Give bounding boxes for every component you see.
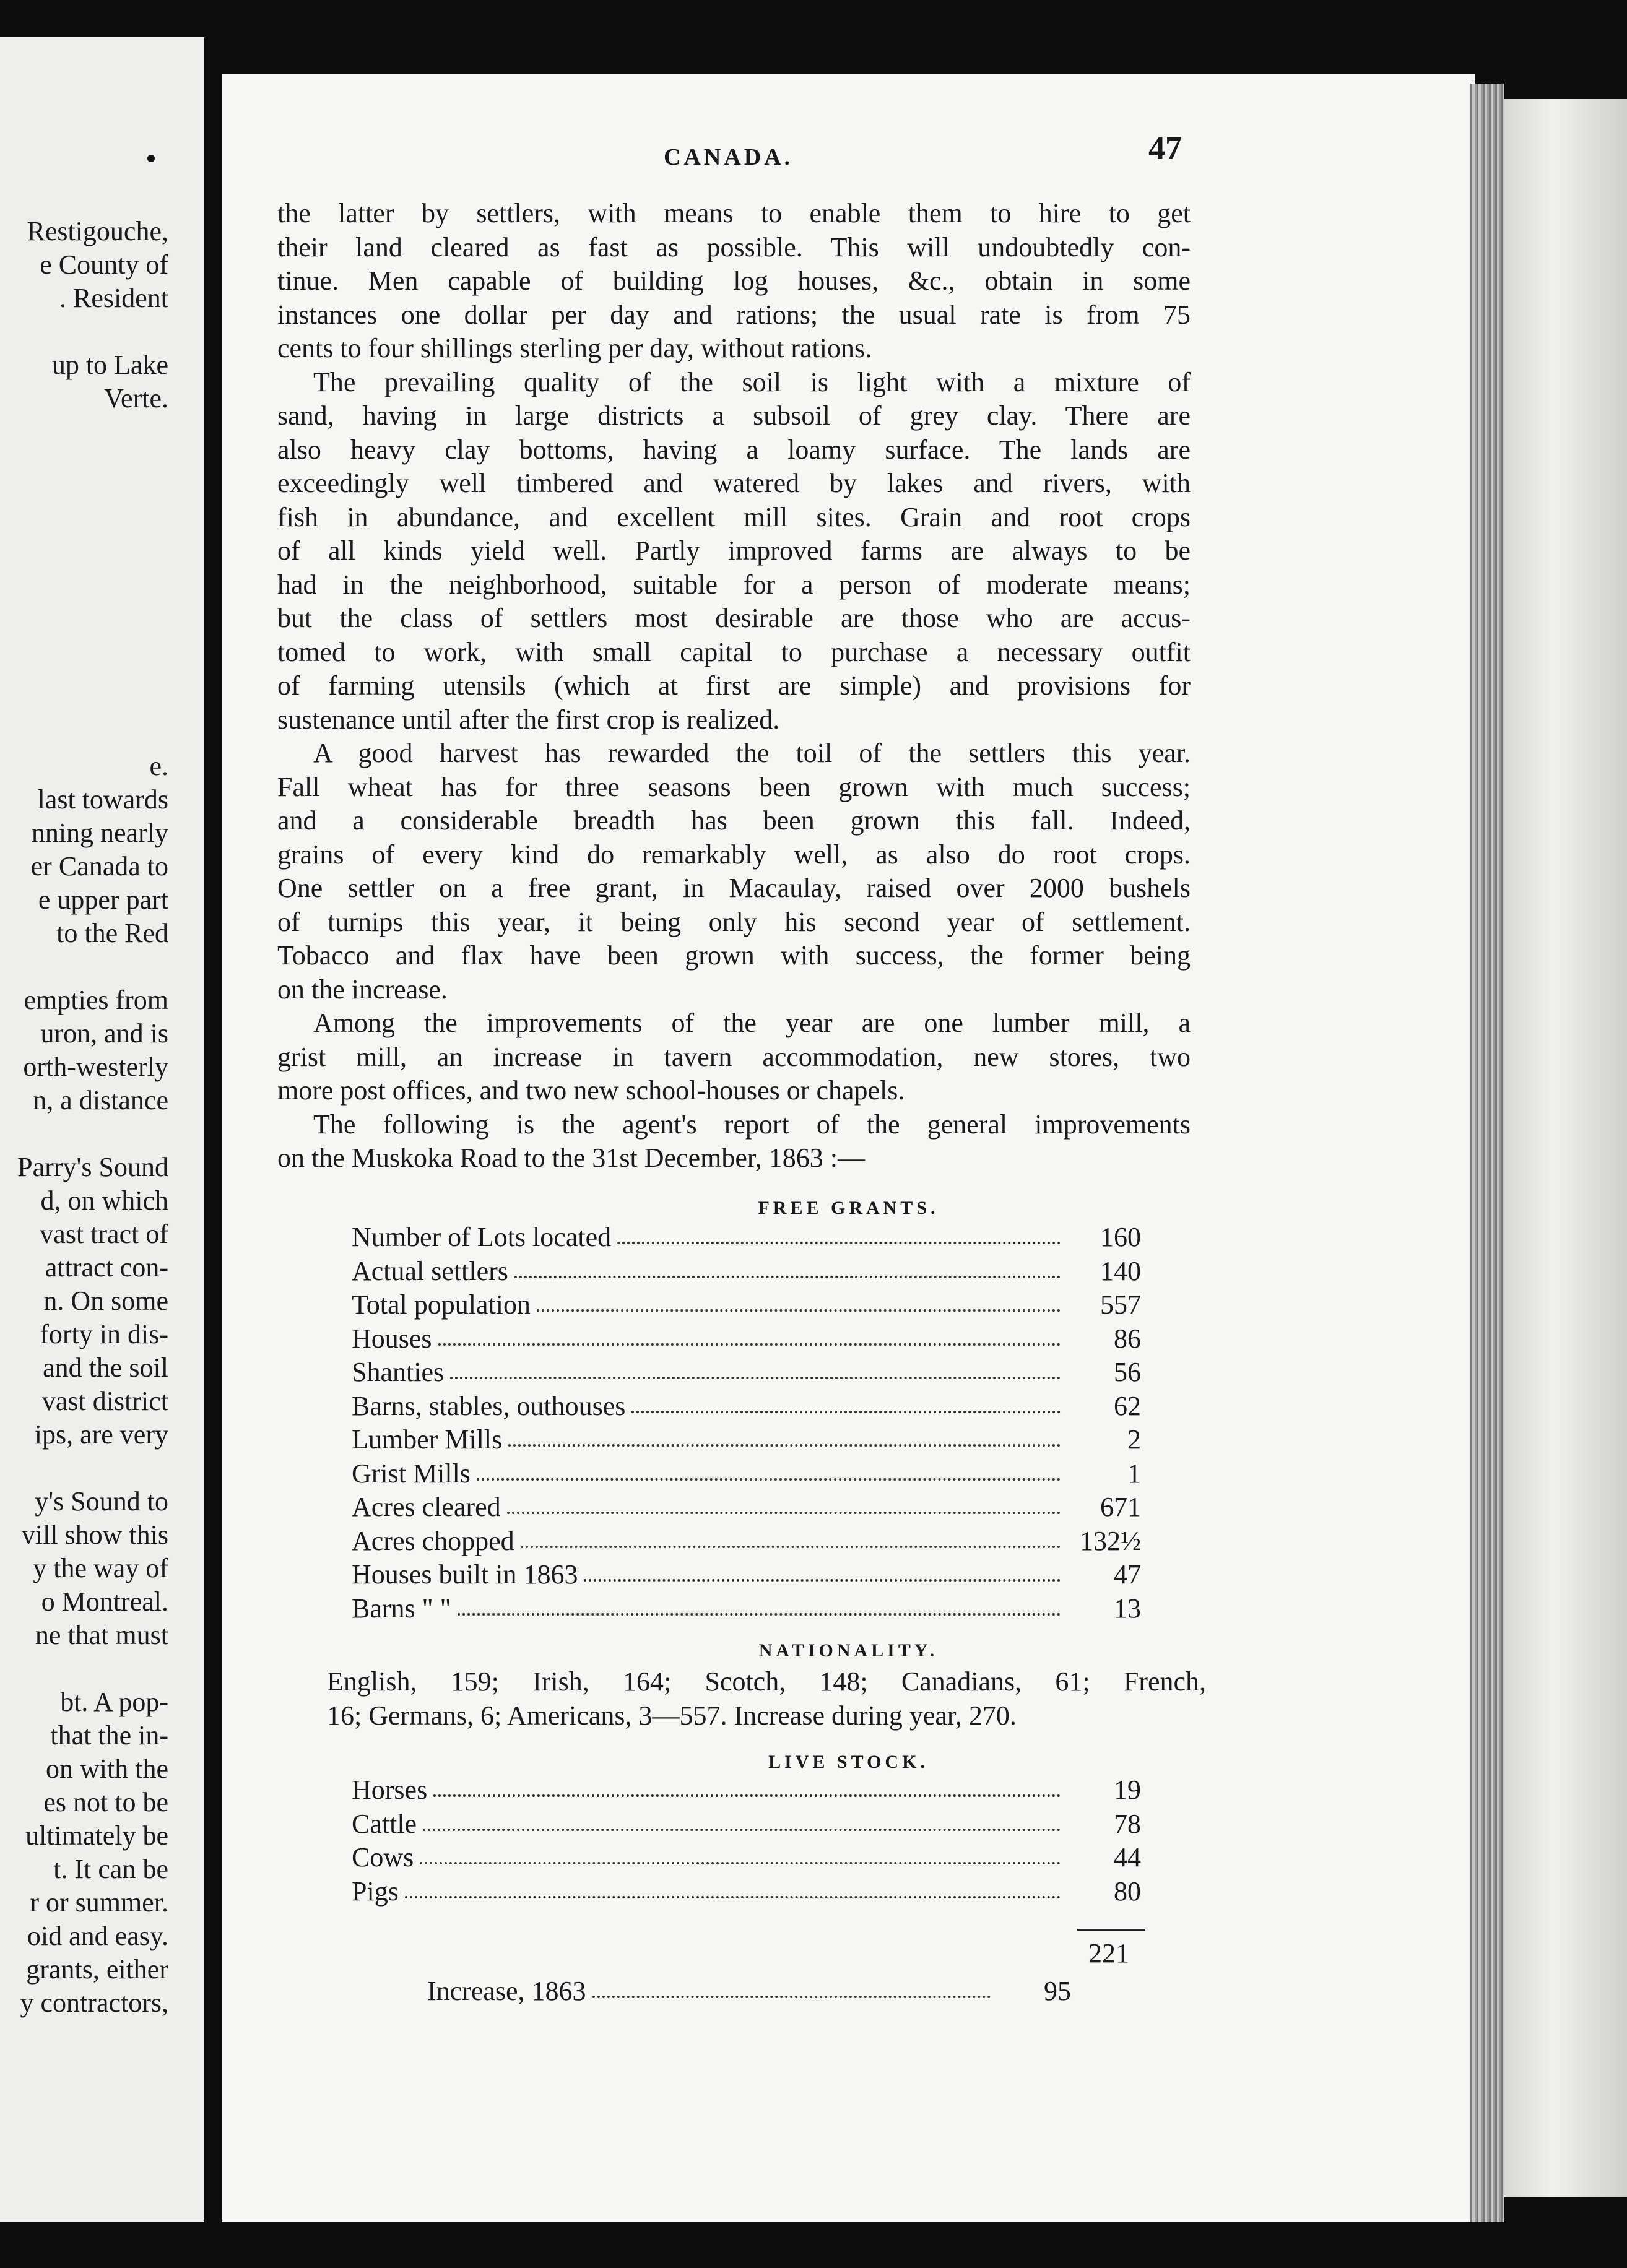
leader-dots xyxy=(631,1400,1061,1413)
increase-label: Increase, 1863 xyxy=(427,1976,586,2006)
previous-page-line: nning nearly xyxy=(31,818,168,848)
text-line: sand, having in large districts a subsoil of grey clay. There are xyxy=(277,400,1191,431)
text-line: and a considerable breadth has been grown this fall. Indeed, xyxy=(277,805,1191,836)
previous-page-line: e upper part xyxy=(38,885,168,915)
row-value: 78 xyxy=(1114,1808,1141,1839)
row-value: 80 xyxy=(1114,1876,1141,1907)
previous-page-line: t. It can be xyxy=(53,1854,168,1884)
text-line: of farming utensils (which at first are simple) and provisions for xyxy=(277,670,1191,701)
text-line: Among the improvements of the year are one lumber mill, a xyxy=(313,1008,1191,1038)
row-label: Houses built in 1863 xyxy=(352,1559,578,1590)
nationality-line: 16; Germans, 6; Americans, 3—557. Increase during year, 270. xyxy=(327,1700,1017,1731)
leader-dots xyxy=(537,1298,1061,1312)
row-label: Acres cleared xyxy=(352,1492,501,1522)
table-row xyxy=(352,1841,1141,1875)
leader-dots xyxy=(433,1783,1061,1797)
table-row xyxy=(352,1322,1141,1356)
text-line: tinue. Men capable of building log houses, &c., obtain in some xyxy=(277,266,1191,296)
increase-row xyxy=(427,1975,1071,2009)
row-value: 56 xyxy=(1114,1357,1141,1387)
row-label: Grist Mills xyxy=(352,1458,471,1489)
table-row xyxy=(352,1592,1141,1626)
previous-page-line: e. xyxy=(149,751,168,781)
previous-page-line: r or summer. xyxy=(30,1887,168,1918)
previous-page-line: o Montreal. xyxy=(41,1586,168,1617)
previous-page-line: ultimately be xyxy=(25,1820,168,1851)
row-value: 62 xyxy=(1114,1390,1141,1421)
row-label: Houses xyxy=(352,1323,432,1354)
row-label: Lumber Mills xyxy=(352,1424,503,1455)
text-line: Tobacco and flax have been grown with success, the former being xyxy=(277,940,1191,971)
table-row xyxy=(352,1558,1141,1592)
row-value: 132½ xyxy=(1080,1525,1141,1556)
running-title: CANADA. xyxy=(664,144,794,170)
previous-page-line: uron, and is xyxy=(40,1018,168,1049)
text-line: The following is the agent's report of the general improvements xyxy=(313,1109,1191,1140)
ink-dot xyxy=(147,155,155,162)
text-line: sustenance until after the first crop is realized. xyxy=(277,704,780,735)
table-row xyxy=(352,1807,1141,1842)
previous-page-line: er Canada to xyxy=(30,851,168,881)
row-label: Cows xyxy=(352,1842,414,1872)
text-line: grist mill, an increase in tavern accommodation, new stores, two xyxy=(277,1041,1191,1072)
previous-page-line: orth-westerly xyxy=(23,1052,168,1082)
row-label: Shanties xyxy=(352,1357,445,1387)
row-label: Cattle xyxy=(352,1808,417,1839)
table-row xyxy=(352,1255,1141,1289)
previous-page-line: Restigouche, xyxy=(27,216,168,246)
row-value: 557 xyxy=(1100,1289,1141,1320)
table-row xyxy=(352,1288,1141,1322)
leader-dots xyxy=(477,1467,1061,1481)
row-label: Barns " " xyxy=(352,1593,451,1624)
text-line: also heavy clay bottoms, having a loamy surface. The lands are xyxy=(277,434,1191,465)
leader-dots xyxy=(450,1366,1061,1379)
previous-page-line: empties from xyxy=(24,985,168,1015)
previous-page-line: and the soil xyxy=(43,1353,168,1383)
leader-dots xyxy=(592,1984,991,1998)
previous-page-line: es not to be xyxy=(43,1787,168,1817)
previous-page-line: to the Red xyxy=(56,918,168,948)
previous-page-line: Verte. xyxy=(104,383,168,413)
row-value: 671 xyxy=(1100,1492,1141,1522)
text-line: instances one dollar per day and rations; the usual rate is from 75 xyxy=(277,299,1191,330)
text-line: of turnips this year, it being only his second year of settlement. xyxy=(277,906,1191,937)
row-label: Barns, stables, outhouses xyxy=(352,1390,626,1421)
row-value: 2 xyxy=(1127,1424,1141,1455)
book-page xyxy=(222,74,1475,2222)
free-grants-table xyxy=(352,1221,1141,1625)
row-value: 13 xyxy=(1114,1593,1141,1624)
table-row xyxy=(352,1525,1141,1559)
text-line: their land cleared as fast as possible. This will undoubtedly con- xyxy=(277,232,1191,262)
previous-page-line: . Resident xyxy=(59,283,168,313)
text-line: The prevailing quality of the soil is light with a mixture of xyxy=(313,366,1191,397)
leader-dots xyxy=(514,1265,1061,1278)
previous-page-line: y the way of xyxy=(33,1553,168,1583)
row-label: Pigs xyxy=(352,1876,399,1907)
previous-page-line: on with the xyxy=(46,1754,168,1784)
row-value: 1 xyxy=(1127,1458,1141,1489)
previous-page-line: vast tract of xyxy=(40,1219,168,1249)
leader-dots xyxy=(438,1332,1061,1346)
previous-page-line: n, a distance xyxy=(33,1085,168,1115)
leader-dots xyxy=(617,1231,1061,1244)
table-row xyxy=(352,1875,1141,1909)
text-line: tomed to work, with small capital to purchase a necessary outfit xyxy=(277,636,1191,667)
text-line: exceedingly well timbered and watered by lakes and rivers, with xyxy=(277,468,1191,498)
sum-rule xyxy=(1077,1929,1145,1931)
text-line: grains of every kind do remarkably well, as also do root crops. xyxy=(277,839,1191,870)
previous-page-line: forty in dis- xyxy=(40,1319,168,1349)
table-row xyxy=(352,1457,1141,1491)
text-line: but the class of settlers most desirable are those who are accus- xyxy=(277,603,1191,633)
previous-page-line: e County of xyxy=(40,249,168,280)
row-label: Number of Lots located xyxy=(352,1222,612,1252)
previous-page-line: vast district xyxy=(41,1386,168,1416)
book-cover xyxy=(1504,99,1627,2197)
previous-page-line: ne that must xyxy=(35,1620,168,1650)
row-value: 86 xyxy=(1114,1323,1141,1354)
text-line: Fall wheat has for three seasons been grown with much success; xyxy=(277,771,1191,802)
row-value: 47 xyxy=(1114,1559,1141,1590)
nationality-heading: NATIONALITY. xyxy=(758,1640,939,1661)
previous-page-line: Parry's Sound xyxy=(17,1152,168,1182)
previous-page-fragment xyxy=(0,37,207,2222)
row-label: Total population xyxy=(352,1289,531,1320)
previous-page-line: oid and easy. xyxy=(27,1921,168,1951)
previous-page-line: last towards xyxy=(37,784,168,815)
text-line: cents to four shillings sterling per day, without rations. xyxy=(277,333,872,363)
body-text xyxy=(277,197,1191,1175)
table-row xyxy=(352,1491,1141,1525)
previous-page-line: ips, are very xyxy=(34,1419,168,1450)
live-stock-heading: LIVE STOCK. xyxy=(768,1752,929,1772)
nationality-paragraph xyxy=(327,1665,1206,1733)
leader-dots xyxy=(420,1851,1061,1864)
previous-page-line: attract con- xyxy=(45,1252,168,1283)
text-line: on the increase. xyxy=(277,974,448,1005)
text-line: had in the neighborhood, suitable for a person of moderate means; xyxy=(277,569,1191,600)
row-value: 160 xyxy=(1100,1222,1141,1252)
row-label: Actual settlers xyxy=(352,1255,508,1286)
row-label: Acres chopped xyxy=(352,1525,514,1556)
leader-dots xyxy=(508,1433,1061,1447)
text-line: One settler on a free grant, in Macaulay, raised over 2000 bushels xyxy=(277,873,1191,903)
text-line: the latter by settlers, with means to enable them to hire to get xyxy=(277,198,1191,228)
live-stock-total: 221 xyxy=(1088,1938,1129,1968)
previous-page-line: bt. A pop- xyxy=(60,1687,168,1717)
free-grants-heading: FREE GRANTS. xyxy=(758,1198,939,1218)
table-row xyxy=(352,1356,1141,1390)
previous-page-line: d, on which xyxy=(40,1185,168,1216)
leader-dots xyxy=(423,1817,1061,1831)
leader-dots xyxy=(521,1534,1061,1548)
live-stock-table xyxy=(352,1773,1141,1908)
text-line: on the Muskoka Road to the 31st December, 1863 :— xyxy=(277,1143,865,1173)
table-row xyxy=(352,1221,1141,1255)
previous-page-line: up to Lake xyxy=(51,350,168,380)
page-number: 47 xyxy=(1148,129,1182,167)
increase-value: 95 xyxy=(1044,1976,1071,2006)
leader-dots xyxy=(507,1500,1061,1514)
row-value: 44 xyxy=(1114,1842,1141,1872)
text-line: of all kinds yield well. Partly improved farms are always to be xyxy=(277,535,1191,566)
table-row xyxy=(352,1390,1141,1424)
row-value: 19 xyxy=(1114,1775,1141,1805)
row-value: 140 xyxy=(1100,1255,1141,1286)
text-line: fish in abundance, and excellent mill sites. Grain and root crops xyxy=(277,501,1191,532)
page-edges xyxy=(1470,84,1504,2222)
nationality-line: English, 159; Irish, 164; Scotch, 148; Canadians, 61; French, xyxy=(327,1666,1206,1697)
previous-page-line: vill show this xyxy=(21,1520,168,1550)
book-gutter xyxy=(204,0,223,2268)
text-line: A good harvest has rewarded the toil of the settlers this year. xyxy=(313,738,1191,768)
table-row xyxy=(352,1773,1141,1807)
leader-dots xyxy=(405,1885,1061,1898)
previous-page-line: grants, either xyxy=(26,1954,168,1984)
leader-dots xyxy=(584,1568,1061,1582)
text-line: more post offices, and two new school-houses or chapels. xyxy=(277,1075,905,1106)
leader-dots xyxy=(458,1602,1061,1616)
previous-page-line: y contractors, xyxy=(20,1988,168,2018)
previous-page-line: that the in- xyxy=(50,1720,168,1751)
previous-page-line: n. On some xyxy=(43,1286,168,1316)
row-label: Horses xyxy=(352,1775,428,1805)
table-row xyxy=(352,1423,1141,1457)
previous-page-line: y's Sound to xyxy=(35,1486,168,1517)
